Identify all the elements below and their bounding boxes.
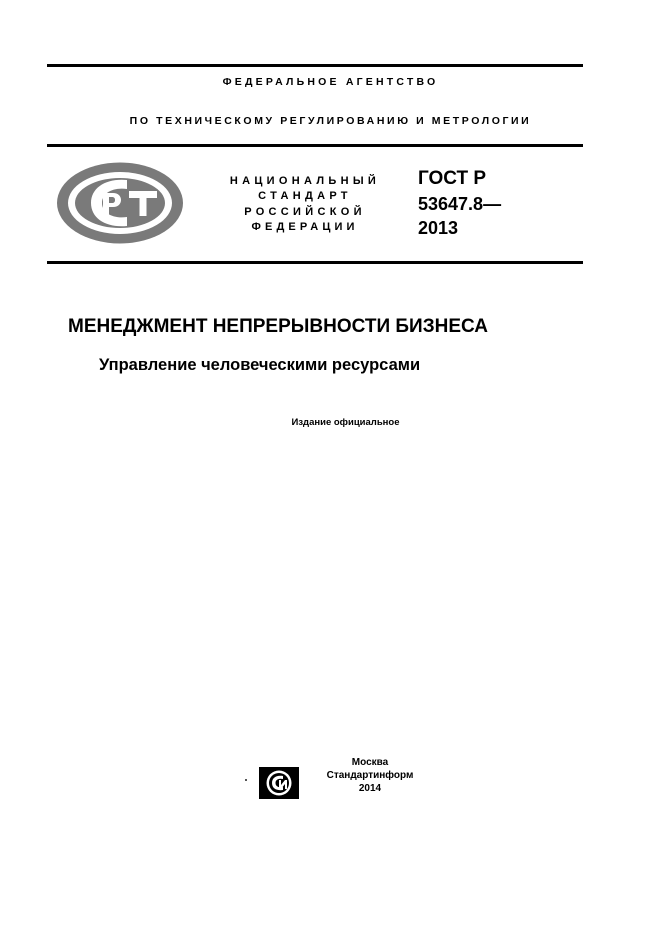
standard-designation-line1: ГОСТ Р [418, 168, 487, 189]
national-standard-line3: РОССИЙСКОЙ [244, 206, 366, 218]
edition-note: Издание официальное [291, 417, 400, 428]
national-standard-line4: ФЕДЕРАЦИИ [251, 221, 359, 233]
publisher-city: Москва [351, 757, 389, 768]
national-standard-line1: НАЦИОНАЛЬНЫЙ [229, 175, 381, 187]
header-rule [47, 144, 583, 147]
agency-name-line2: ПО ТЕХНИЧЕСКОМУ РЕГУЛИРОВАНИЮ И МЕТРОЛОГИИ [129, 115, 532, 127]
standard-designation-line3: 2013 [418, 218, 459, 238]
agency-name-line1: ФЕДЕРАЛЬНОЕ АГЕНТСТВО [222, 76, 439, 88]
standard-designation-line2: 53647.8— [418, 194, 502, 214]
standartinform-emblem-icon [259, 767, 299, 799]
gost-r-emblem-icon [55, 161, 185, 245]
top-rule [47, 64, 583, 67]
document-subtitle: Управление человеческими ресурсами [99, 356, 421, 374]
national-standard-line2: СТАНДАРТ [258, 190, 352, 202]
mark-dot [245, 779, 247, 781]
document-title: МЕНЕДЖМЕНТ НЕПРЕРЫВНОСТИ БИЗНЕСА [68, 316, 488, 337]
publication-year: 2014 [358, 783, 382, 794]
standard-block-rule [47, 261, 583, 264]
publisher-name: Стандартинформ [326, 770, 414, 781]
